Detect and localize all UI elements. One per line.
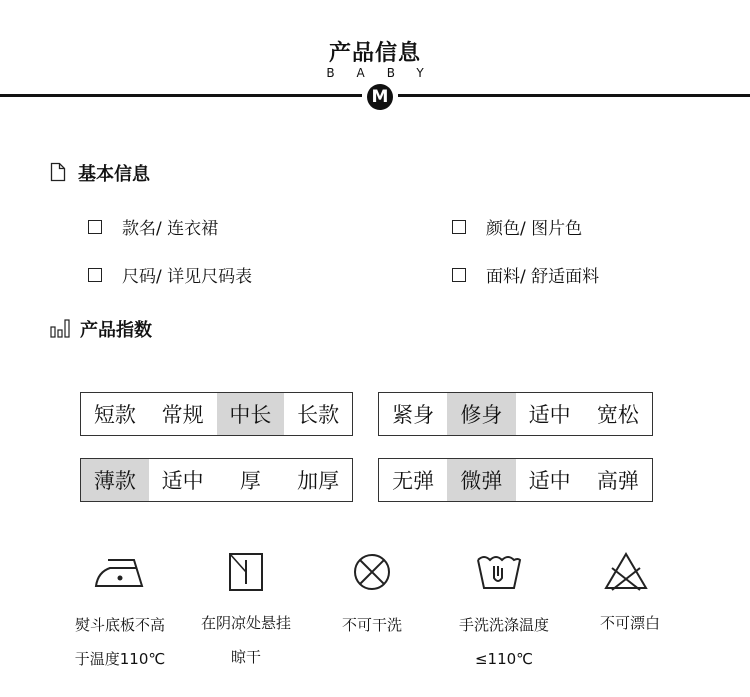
- index-option: 长款: [297, 403, 340, 427]
- hand-wash-icon: [468, 548, 528, 598]
- care-label-no-dry-clean: 不可干洗: [341, 616, 402, 634]
- index-option-selected: 薄款: [81, 459, 149, 501]
- index-option: 短款: [93, 403, 136, 427]
- size-badge: M: [367, 84, 393, 110]
- index-option-selected: 中长: [217, 393, 285, 435]
- index-bar-thickness: [80, 458, 353, 502]
- checkbox-icon: [452, 220, 466, 234]
- index-option: 适中: [528, 403, 571, 427]
- index-bar-length: [80, 392, 353, 436]
- document-icon: [50, 162, 66, 182]
- checkbox-icon: [452, 268, 466, 282]
- product-index-heading: 产品指数: [80, 320, 152, 341]
- care-label-iron: 熨斗底板不高 于温度110℃: [74, 616, 166, 668]
- page-subtitle: BABY: [326, 66, 446, 80]
- info-item-size: [88, 262, 252, 287]
- care-label-no-bleach: 不可漂白: [599, 614, 660, 632]
- index-option-selected: 微弹: [447, 459, 515, 501]
- info-item-label: 颜色/ 图片色: [486, 219, 583, 239]
- index-bar-fit: [378, 392, 653, 436]
- info-item-label: 面料/ 舒适面料: [486, 267, 600, 287]
- index-option: 紧身: [392, 403, 435, 427]
- care-label-hand-wash: 手洗洗涤温度 ≤110℃: [458, 616, 549, 668]
- hang-dry-icon: [216, 548, 276, 598]
- index-option: 适中: [161, 469, 204, 493]
- header-rule-right: [398, 94, 750, 97]
- index-option: 加厚: [297, 469, 340, 493]
- index-option: 无弹: [392, 469, 435, 493]
- index-option: 宽松: [596, 403, 639, 427]
- info-item-color: [452, 214, 582, 239]
- checkbox-icon: [88, 268, 102, 282]
- index-option: 高弹: [596, 469, 639, 493]
- bar-chart-icon: [50, 318, 70, 338]
- index-option: 厚: [239, 469, 261, 493]
- index-option: 常规: [161, 403, 204, 427]
- index-bar-stretch: [378, 458, 653, 502]
- checkbox-icon: [88, 220, 102, 234]
- page-title: 产品信息: [328, 41, 421, 66]
- info-item-style: [88, 214, 218, 239]
- care-label-hang-dry: 在阴凉处悬挂 晾干: [200, 614, 291, 666]
- no-dry-clean-icon: [342, 548, 402, 598]
- iron-icon: [90, 548, 150, 598]
- index-option-selected: 修身: [447, 393, 515, 435]
- info-item-label: 尺码/ 详见尺码表: [122, 267, 253, 287]
- header-rule-left: [0, 94, 362, 97]
- basic-info-heading: 基本信息: [78, 164, 150, 185]
- info-item-label: 款名/ 连衣裙: [122, 219, 219, 239]
- info-item-fabric: [452, 262, 599, 287]
- index-option: 适中: [528, 469, 571, 493]
- no-bleach-icon: [596, 548, 656, 598]
